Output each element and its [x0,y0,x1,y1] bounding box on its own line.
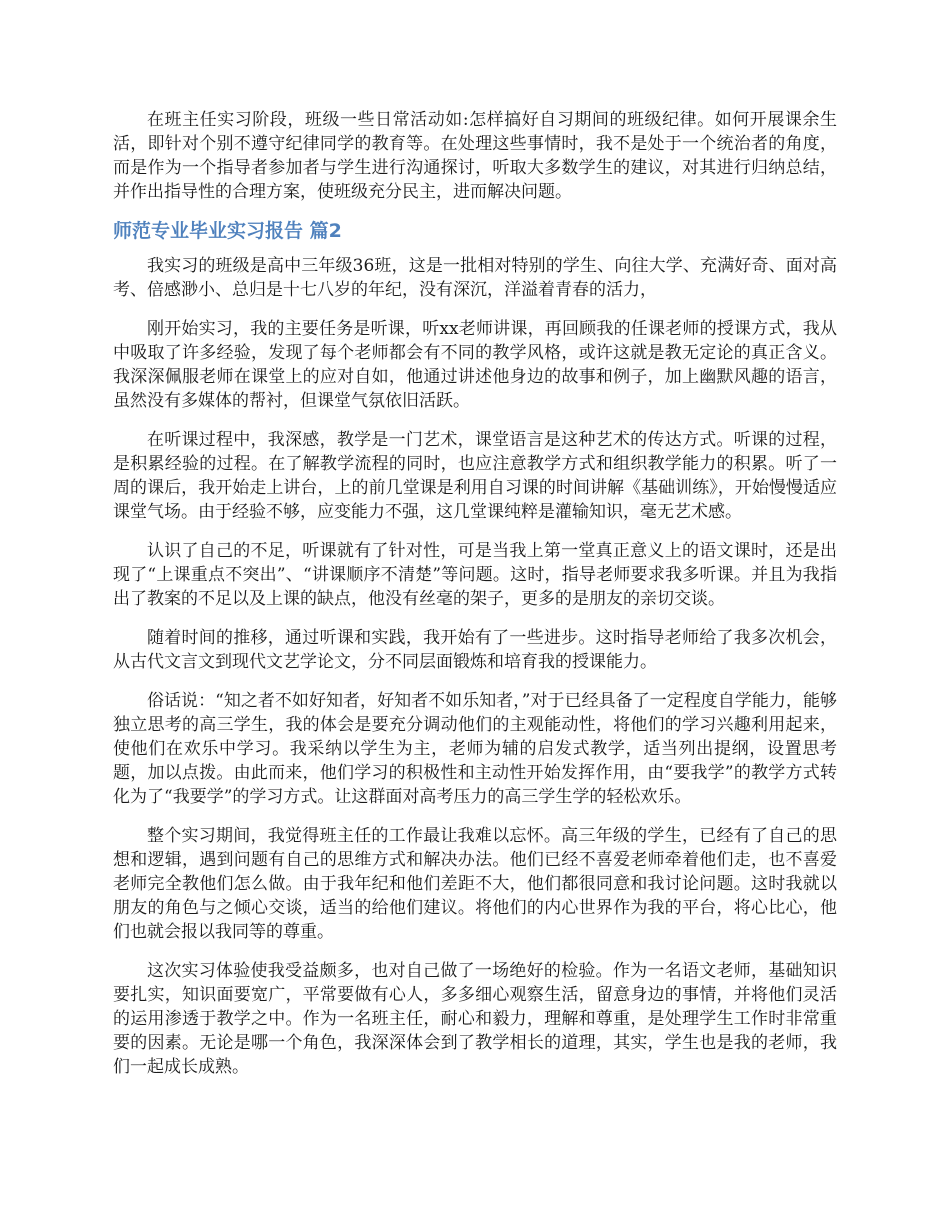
section-heading: 师范专业毕业实习报告 篇2 [113,220,342,242]
body-paragraph-3: 在听课过程中，我深感，教学是一门艺术，课堂语言是这种艺术的传达方式。听课的过程，是积累经验的过程。在了解教学流程的同时，也应注意教学方式和组织教学能力的积累。听了一周的课后，我开始走上讲台，上的前几堂课是利用自习课的时间讲解《基础训练》，开始慢慢适应课堂气场。由于经验不够，应变能力不强，这几堂课纯粹是灌输知识，毫无艺术感。 [113,430,837,522]
body-paragraph-1: 我实习的班级是高中三年级36班，这是一批相对特别的学生、向往大学、充满好奇、面对高考、倍感渺小、总归是十七八岁的年纪，没有深沉，洋溢着青春的活力， [113,256,837,300]
document-page [113,108,837,1094]
body-paragraph-2: 刚开始实习，我的主要任务是听课，听xx老师讲课，再回顾我的任课老师的授课方式，我从中吸取了许多经验，发现了每个老师都会有不同的教学风格，或许这就是教无定论的真正含义。我深深佩服老师在课堂上的应对自如，他通过讲述他身边的故事和例子，加上幽默风趣的语言，虽然没有多媒体的帮衬，但课堂气氛依旧活跃。 [113,319,837,411]
body-paragraph-5: 随着时间的推移，通过听课和实践，我开始有了一些进步。这时指导老师给了我多次机会，从古代文言文到现代文艺学论文，分不同层面锻炼和培育我的授课能力。 [113,628,837,672]
body-paragraph-4: 认识了自己的不足，听课就有了针对性，可是当我上第一堂真正意义上的语文课时，还是出现了“上课重点不突出”、“讲课顺序不清楚”等问题。这时，指导老师要求我多听课。并且为我指出了教案的不足以及上课的缺点，他没有丝毫的架子，更多的是朋友的亲切交谈。 [113,541,837,609]
body-paragraph-8: 这次实习体验使我受益颇多，也对自己做了一场绝好的检验。作为一名语文老师，基础知识要扎实，知识面要宽广，平常要做有心人，多多细心观察生活，留意身边的事情，并将他们灵活的运用渗透于教学之中。作为一名班主任，耐心和毅力，理解和尊重，是处理学生工作时非常重要的因素。无论是哪一个角色，我深深体会到了教学相长的道理，其实，学生也是我的老师，我们一起成长成熟。 [113,961,837,1077]
body-paragraph-6: 俗话说：“知之者不如好知者，好知者不如乐知者，”对于已经具备了一定程度自学能力，能够独立思考的高三学生，我的体会是要充分调动他们的主观能动性，将他们的学习兴趣利用起来，使他们在欢乐中学习。我采纳以学生为主，老师为辅的启发式教学，适当列出提纲，设置思考题，加以点拨。由此而来，他们学习的积极性和主动性开始发挥作用，由“要我学”的教学方式转化为了“我要学”的学习方式。让这群面对高考压力的高三学生学的轻松欢乐。 [113,691,837,807]
intro-paragraph: 在班主任实习阶段，班级一些日常活动如:怎样搞好自习期间的班级纪律。如何开展课余生活，即针对个别不遵守纪律同学的教育等。在处理这些事情时，我不是处于一个统治者的角度，而是作为一个指导者参加者与学生进行沟通探讨，听取大多数学生的建议，对其进行归纳总结，并作出指导性的合理方案，使班级充分民主，进而解决问题。 [113,110,837,202]
body-paragraph-7: 整个实习期间，我觉得班主任的工作最让我难以忘怀。高三年级的学生，已经有了自己的思想和逻辑，遇到问题有自己的思维方式和解决办法。他们已经不喜爱老师牵着他们走，也不喜爱老师完全教他们怎么做。由于我年纪和他们差距不大，他们都很同意和我讨论问题。这时我就以朋友的角色与之倾心交谈，适当的给他们建议。将他们的内心世界作为我的平台，将心比心，他们也就会报以我同等的尊重。 [113,826,837,942]
